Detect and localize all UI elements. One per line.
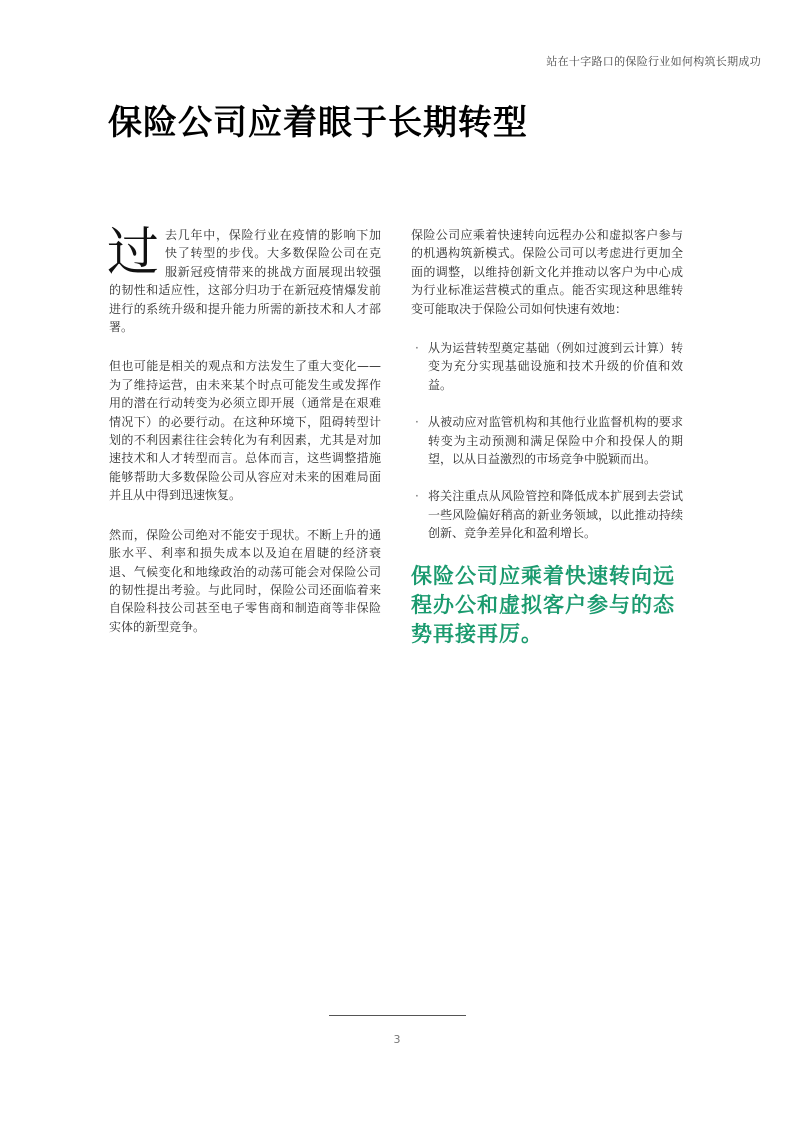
body-paragraph-3: 然而，保险公司绝对不能安于现状。不断上升的通胀水平、利率和损失成本以及迫在眉睫的经济衰退、气候变化和地缘政治的动荡可能会对保险公司的韧性提出考验。与此同时，保险公司还面临着来自保险科技公司甚至电子零售商和制造商等非保险实体的新型竞争。 [109, 527, 381, 634]
bullet-dot-icon: · [415, 415, 419, 430]
bullet-text: 从为运营转型奠定基础（例如过渡到云计算）转变为充分实现基础设施和技术升级的价值和效益。 [428, 341, 683, 392]
page-title: 保险公司应着眼于长期转型 [108, 103, 528, 143]
intro-paragraph-text: 去几年中，保险行业在疫情的影响下加快了转型的步伐。大多数保险公司在克服新冠疫情带来的挑战方面展现出较强的韧性和适应性，这部分归功于在新冠疫情爆发前进行的系统升级和提升能力所需的新技术和人才部署。 [109, 228, 381, 335]
bullet-dot-icon: · [415, 341, 419, 356]
bullet-list [411, 339, 683, 543]
bullet-item [411, 487, 683, 542]
right-column [411, 226, 683, 670]
footer-divider [329, 1015, 466, 1016]
bullet-item [411, 413, 683, 468]
bullet-item [411, 339, 683, 394]
bullet-text: 从被动应对监管机构和其他行业监督机构的要求转变为主动预测和满足保险中介和投保人的期望，以从日益激烈的市场竞争中脱颖而出。 [428, 415, 683, 467]
bullet-dot-icon: · [415, 489, 419, 504]
pull-quote: 保险公司应乘着快速转向远程办公和虚拟客户参与的态势再接再厉。 [411, 563, 675, 646]
intro-paragraph [107, 223, 381, 336]
bullet-text: 将关注重点从风险管控和降低成本扩展到去尝试一些风险偏好稍高的新业务领域，以此推动持续创新、竞争差异化和盈利增长。 [428, 489, 683, 541]
running-header: 站在十字路口的保险行业如何构筑长期成功 [546, 55, 761, 68]
drop-cap: 过 [107, 223, 160, 283]
body-paragraph-2: 但也可能是相关的观点和方法发生了重大变化——为了维持运营，由未来某个时点可能发生或发挥作用的潜在行动转变为必须立即开展（通常是在艰难情况下）的必要行动。在这种环境下，阻碍转型计划的不利因素往往会转化为有利因素，尤其是对加速技术和人才转型而言。总体而言，这些调整措施能够帮助大多数保险公司从容应对未来的困难局面并且从中得到迅速恢复。 [109, 359, 381, 503]
left-column [107, 223, 381, 657]
right-intro-paragraph: 保险公司应乘着快速转向远程办公和虚拟客户参与的机遇构筑新模式。保险公司可以考虑进行更加全面的调整，以维持创新文化并推动以客户为中心成为行业标准运营模式的重点。能否实现这种思维转变可能取决于保险公司如何快速有效地： [411, 228, 683, 316]
page-number: 3 [393, 1033, 401, 1046]
